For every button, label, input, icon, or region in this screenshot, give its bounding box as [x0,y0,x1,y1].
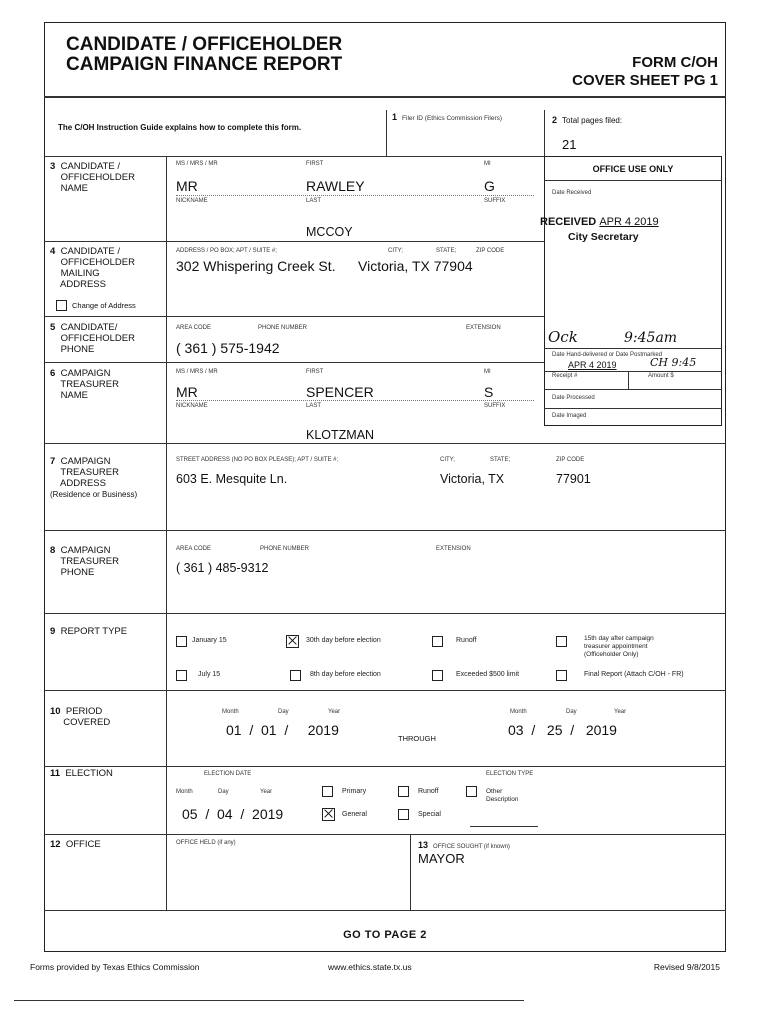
s11-date-label: ELECTION DATE [204,771,252,777]
election-runoff-label: Runoff [418,788,439,795]
s6-ms-value: MR [176,384,198,400]
hand-delivered-label: Date Hand-delivered or Date Postmarked [552,352,663,358]
s11-day-label: Day [218,789,229,795]
report-runoff-label: Runoff [456,637,477,644]
report-30day-label: 30th day before election [306,637,381,644]
s4-address-value: 302 Whispering Creek St. [176,258,336,274]
election-other-checkbox[interactable] [466,786,477,797]
s3-nickname-label: NICKNAME [176,198,208,204]
change-of-address-checkbox[interactable] [56,300,67,311]
city-secretary-stamp: City Secretary [568,231,639,243]
report-exceeded-label: Exceeded $500 limit [456,671,520,678]
report-15day-label: 15th day after campaign treasurer appointment (Officeholder Only) [584,635,654,658]
s6-first-value: SPENCER [306,384,374,400]
amount-label: Amount $ [648,373,674,379]
s10-to-month-label: Month [510,709,527,715]
footer-website: www.ethics.state.tx.us [328,962,412,972]
report-exceeded-checkbox[interactable] [432,670,443,681]
s3-ms-label: MS / MRS / MR [176,161,218,167]
s6-label: 6 CAMPAIGN TREASURER NAME [50,368,119,401]
s5-phone-label: PHONE NUMBER [258,325,308,331]
s3-ms-value: MR [176,178,198,194]
election-primary-label: Primary [342,788,367,795]
s3-last-label: LAST [306,198,322,204]
s3-label: 3 CANDIDATE / OFFICEHOLDER NAME [50,161,135,194]
total-pages-label: 2 Total pages filed: [552,115,623,125]
s9-label: 9 REPORT TYPE [50,626,128,637]
s4-address-label: ADDRESS / PO BOX; APT / SUITE #; [176,248,277,254]
s7-label: 7 CAMPAIGN TREASURER ADDRESS (Residence or Business) [50,456,138,499]
hand-delivered-value: APR 4 2019 [568,360,617,370]
report-final-checkbox[interactable] [556,670,567,681]
election-special-checkbox[interactable] [398,809,409,820]
election-general-label: General [342,811,367,818]
s5-label: 5 CANDIDATE/ OFFICEHOLDER PHONE [50,322,135,355]
processed-label: Date Processed [552,395,595,401]
s10-to-date: 03 / 25 / 2019 [508,722,617,738]
s8-label: 8 CAMPAIGN TREASURER PHONE [50,545,119,578]
s8-phone-label: PHONE NUMBER [260,546,310,552]
report-15day-checkbox[interactable] [556,636,567,647]
s4-city-label: CITY; [388,248,403,254]
s7-state-label: STATE; [490,457,511,463]
s7-city-label: CITY; [440,457,455,463]
s6-suffix-label: SUFFIX [484,403,506,409]
report-8day-checkbox[interactable] [290,670,301,681]
s12-label: 12 OFFICE [50,839,101,850]
date-received-label: Date Received [552,190,592,196]
receipt-label: Receipt # [552,373,578,379]
s6-mi-value: S [484,384,494,400]
election-runoff-checkbox[interactable] [398,786,409,797]
election-special-label: Special [418,811,441,818]
election-primary-checkbox[interactable] [322,786,333,797]
s3-first-label: FIRST [306,161,324,167]
s10-to-year-label: Year [614,709,627,715]
s10-label: 10 PERIOD COVERED [50,706,111,728]
received-stamp: RECEIVED APR 4 2019 [540,216,659,228]
report-jul15-label: July 15 [198,671,221,678]
s12-held-label: OFFICE HELD (if any) [176,840,236,846]
s10-from-day-label: Day [278,709,289,715]
s10-through-label: THROUGH [398,734,436,743]
report-runoff-checkbox[interactable] [432,636,443,647]
imaged-label: Date Imaged [552,413,587,419]
footer-revised: Revised 9/8/2015 [653,962,720,972]
received-time: 9:45am [624,330,678,346]
report-jan15-checkbox[interactable] [176,636,187,647]
total-pages-value: 21 [562,137,577,152]
report-final-label: Final Report (Attach C/OH - FR) [584,671,684,678]
s6-first-label: FIRST [306,369,324,375]
s4-zip-label: ZIP CODE [476,248,505,254]
go-to-page-2: GO TO PAGE 2 [343,929,427,941]
s11-month-label: Month [176,789,193,795]
s10-from-date: 01 / 01 / 2019 [226,722,339,738]
s8-ext-label: EXTENSION [436,546,471,552]
s6-last-label: LAST [306,403,322,409]
form-number: FORM C/OH [632,54,718,71]
s5-ext-label: EXTENSION [466,325,501,331]
form-page-label: COVER SHEET PG 1 [572,72,718,89]
received-initials: Ock [548,328,578,346]
form-title-line1: CANDIDATE / OFFICEHOLDER [66,34,343,55]
s13-label: 13 OFFICE SOUGHT (if known) [418,840,510,850]
s8-area-label: AREA CODE [176,546,212,552]
report-jan15-label: January 15 [192,637,227,644]
s3-suffix-label: SUFFIX [484,198,506,204]
s11-type-label: ELECTION TYPE [486,771,534,777]
s5-area-label: AREA CODE [176,325,212,331]
election-other-label: Other Description [486,788,519,803]
footer-provider: Forms provided by Texas Ethics Commission [30,962,200,972]
s4-state-label: STATE; [436,248,457,254]
s3-mi-value: G [484,178,495,194]
report-8day-label: 8th day before election [310,671,381,678]
filer-id-label: 1 Filer ID (Ethics Commission Filers) [392,112,503,122]
s13-office-sought-value: MAYOR [418,851,465,866]
s5-phone-value: ( 361 ) 575-1942 [176,340,280,356]
s3-last-value: MCCOY [306,225,353,239]
s7-street-value: 603 E. Mesquite Ln. [176,472,288,486]
s3-mi-label: MI [484,161,491,167]
s6-mi-label: MI [484,369,491,375]
s8-phone-value: ( 361 ) 485-9312 [176,561,269,575]
s11-election-date: 05 / 04 / 2019 [182,806,284,822]
s6-ms-label: MS / MRS / MR [176,369,218,375]
s10-from-year-label: Year [328,709,341,715]
s7-zip-value: 77901 [556,472,591,486]
s4-city-state-zip-value: Victoria, TX 77904 [358,258,473,274]
s6-last-value: KLOTZMAN [306,428,375,442]
s7-city-state-value: Victoria, TX [440,472,505,486]
s10-to-day-label: Day [566,709,577,715]
report-30day-checkbox[interactable] [286,635,299,648]
s7-street-label: STREET ADDRESS (NO PO BOX PLEASE); APT / SUITE #; [176,457,339,463]
s4-label: 4 CANDIDATE / OFFICEHOLDER MAILING ADDRESS [50,246,135,290]
election-general-checkbox[interactable] [322,808,335,821]
report-jul15-checkbox[interactable] [176,670,187,681]
s7-zip-label: ZIP CODE [556,457,585,463]
change-of-address-label: Change of Address [72,301,136,310]
hand-delivered-note: CH 9:45 [650,356,697,369]
s11-year-label: Year [260,789,273,795]
s6-nickname-label: NICKNAME [176,403,208,409]
s11-label: 11 ELECTION [50,768,113,779]
instruction-text: The C/OH Instruction Guide explains how to complete this form. [58,123,302,132]
s3-first-value: RAWLEY [306,178,365,194]
office-use-title: OFFICE USE ONLY [592,164,674,174]
s10-from-month-label: Month [222,709,239,715]
form-title-line2: CAMPAIGN FINANCE REPORT [66,54,343,75]
